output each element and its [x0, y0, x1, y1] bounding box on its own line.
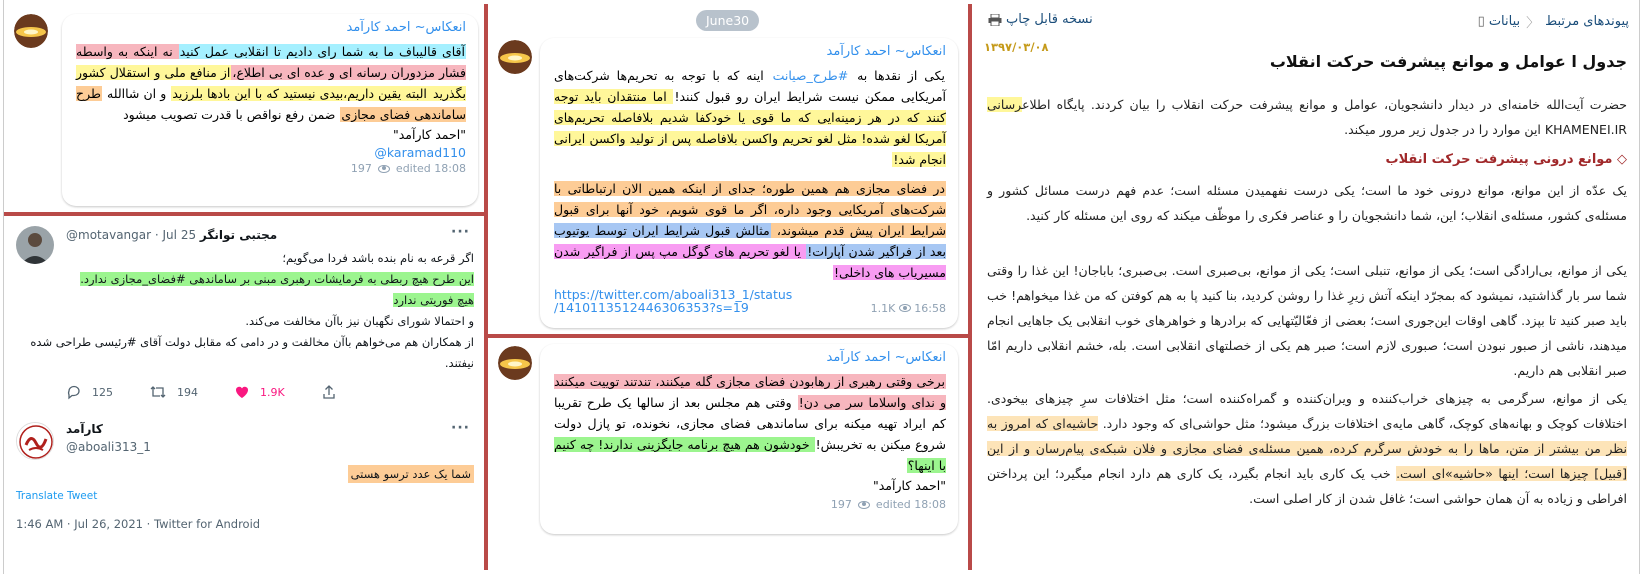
paragraph-3-text: یکی از موانع، سرگرمی به چیزهای خراب‌کننده و ویران‌کننده و گمراه‌کننده است؛ مثل اختلافات سرِ چیزهای بیخودی. اختلافات کوچک و بهانه‌های کوچک، گاهی مایه‌ی اختلافات بزرگ میشود؛ مثل حواشی‌ای که وجود دارد.: [987, 391, 1627, 431]
message-segment: طرح ساماندهی فضای مجازی: [76, 86, 466, 122]
article-intro: [987, 92, 1627, 142]
retweet-count: 194: [177, 385, 198, 399]
retweet-button[interactable]: [149, 384, 198, 400]
article-date: ۱۳۹۷/۰۳/۰۸: [984, 40, 1049, 54]
message-signature: "احمد کارآمد": [393, 127, 466, 142]
tweet-line: و احتمالا شورای نگهبان نیز باآن مخالفت می‌کند.: [245, 314, 474, 328]
sender-avatar[interactable]: [498, 40, 532, 74]
message-segment: ضمن رفع نواقص با قدرت تصویب میشود: [123, 107, 340, 122]
tweet-handle[interactable]: @aboali313_1: [66, 440, 151, 454]
message-segment: یا لغو تحریم های گوگل مپ پس از فراگیر شدن مسیریاب های داخلی!: [554, 244, 946, 280]
telegram-message-3[interactable]: [540, 344, 958, 534]
reply-icon: [66, 384, 82, 400]
printer-icon: [988, 14, 1002, 26]
view-count: 197: [350, 162, 372, 175]
telegram-message-2[interactable]: [540, 38, 958, 328]
tweet-author-avatar[interactable]: [16, 422, 54, 460]
tweet-line: از همکاران هم می‌خواهم باآن مخالفت و در دامی که مقابل دولت آقای #رئیسی طراحی شده نیفتند.: [30, 335, 474, 370]
article-column: [972, 4, 1639, 570]
retweet-icon: [149, 384, 167, 400]
article-nav: [1478, 12, 1629, 31]
twitter-status-link[interactable]: https://twitter.com/aboali313_1/status: [554, 287, 793, 302]
message-segment: خودشون هم هیچ برنامه جایگزینی ندارند! چه کنیم با اینها؟: [554, 437, 946, 473]
tweet-date[interactable]: · Jul 25: [154, 228, 197, 242]
share-icon: [321, 384, 337, 400]
sender-name[interactable]: انعکاس~ احمد کارآمد: [826, 350, 946, 365]
message-segment: و ان شاالله: [102, 86, 171, 101]
message-segment: از منافع ملی و استقلال کشور بگذرید: [76, 65, 466, 101]
like-count: 1.9K: [260, 385, 285, 399]
intro-text: حضرت آیت‌الله خامنه‌ای در دیدار دانشجویان، عوامل و موانع پیشرفت حرکت انقلاب را بیان کردند. پایگاه اطلاع: [1022, 97, 1627, 112]
chevron-left-icon: 〈: [1526, 16, 1540, 31]
sender-avatar[interactable]: [498, 346, 532, 380]
tweet-author-name[interactable]: کارآمد: [66, 422, 103, 436]
message-meta: [76, 162, 466, 175]
eye-icon: [899, 304, 911, 312]
message-link[interactable]: [554, 287, 946, 315]
edited-time: edited 18:08: [875, 498, 946, 511]
middle-bottom-section: [488, 338, 968, 570]
message-segment: اینه که با توجه به تحریم‌ها شرکت‌های آمریکایی ممکن نیست شرایط ایران رو قبول کنند!: [554, 68, 946, 104]
date-badge: June30: [696, 10, 759, 31]
article-paragraph-2: یکی از موانع، بی‌ارادگی است؛ یکی از موانع، تنبلی است؛ یکی از موانع، بی‌صبری است. بی‌صبری؛ باباجان! این غذا را وقتی شما سر بار گذاشتید، نمیشود که بمجرّد اینکه آتش زیرِ غذا را روشن کردید، بنا کنید پا به هم کوفتن که من غذا میخواهم! خب باید صبر کنید تا بپزد. گاهی اوقات این‌جوری است؛ بعضی از فعّالیّتهایی که برادرها و خواهرهای خوب انقلابی یک جاهایی انجام میدهند، ناشی از صبور نبودن است؛ صبوری لازم است؛ صبر هم یکی از خصلتهای انقلابی است. بله، خشم انقلابی داریم امّا صبر انقلابی هم داریم.: [987, 263, 1627, 378]
message-segment: مثالش قبول شرایط ایران توسط یوتیوب بعد از فراگیر شدن آپارات!: [554, 223, 946, 259]
calligraphy-logo-icon: [17, 423, 54, 460]
message-signature: "احمد کارآمد": [873, 478, 946, 493]
message-text: [76, 41, 466, 125]
message-text: [554, 65, 946, 170]
more-options-icon[interactable]: ···: [451, 224, 470, 240]
article-paragraph-3: [987, 386, 1627, 511]
message-segment: آقای قالیباف ما به شما رای دادیم تا انقلابی عمل کنید: [179, 44, 465, 59]
paragraph-3-highlight: حاشیه‌ای که امروز به نظر من بیشتر از متن، ماها را به خودش سرگرم کرده، همین مسئله‌ی فضای مجازی و فلان شبکه‌ی پیام‌رسان و از این [قبیل] چیزها است؛ اینها «حاشیه»‌ای است.: [987, 416, 1627, 481]
message-segment: اما منتقدان باید توجه کنند که در هر زمینه‌ایی که ما قوی یا خودکفا شدیم بلافاصله تحریم‌های آمریکا لغو شده! مثل لغو تحریم واکسن بلافاصله پس از تولید واکسن ایرانی انجام شد!: [554, 89, 946, 167]
tweet-line-row: [18, 311, 474, 332]
message-text: [554, 371, 946, 476]
frame-border-right: [1639, 0, 1643, 574]
sender-name[interactable]: انعکاس~ احمد کارآمد: [346, 20, 466, 35]
article-paragraph-1: یک عدّه از این موانع، موانع درونی خود ما است؛ یکی درست نفهمیدن مسئله است؛ عدم فهم درست مسائل کشور و مسئله‌ی کشور، مسئله‌ی انقلاب؛ این، شما دانشجویان را و عناصر فکری را موظّف میکند که روی این مسئله کار کنید.: [987, 183, 1627, 223]
tweet-line: هیچ فوریتی ندارد: [393, 293, 474, 307]
article-title: جدول ا عوامل و موانع پیشرفت حرکت انقلاب: [1269, 52, 1627, 71]
edited-time: edited 18:08: [395, 162, 466, 175]
tweet-actions: [66, 384, 373, 400]
print-version-link[interactable]: نسخه قابل چاپ: [1006, 12, 1093, 27]
message-time: 16:58: [914, 302, 946, 315]
tweet-author-name[interactable]: مجتبی توانگر: [199, 228, 278, 242]
sender-avatar[interactable]: [14, 14, 48, 48]
translate-tweet-link[interactable]: Translate Tweet: [16, 490, 98, 502]
tweet-line-row: [18, 269, 474, 290]
message-segment[interactable]: #طرح_صیانت: [772, 68, 849, 83]
like-button[interactable]: [234, 384, 285, 400]
message-meta: [554, 498, 946, 511]
view-count: 1.1K: [870, 302, 896, 315]
related-links[interactable]: پیوندهای مرتبط: [1545, 14, 1629, 29]
sunrise-avatar-icon: [498, 346, 532, 380]
tweet-line-row: [18, 290, 474, 311]
message-segment: یکی از نقدها به: [850, 68, 945, 83]
tweet-header: [66, 228, 281, 242]
eye-icon: [858, 501, 870, 509]
tweet-text-highlight: شما یک عدد ترسو هستی: [348, 465, 474, 483]
tweet-text: [18, 248, 474, 374]
tweet-line-row: [18, 332, 474, 374]
intro-highlight: رسانی: [987, 97, 1023, 112]
print-nav[interactable]: [988, 12, 1093, 27]
intro-text-end: KHAMENEI.IR این موارد را در جدول زیر مرور میکند.: [1344, 122, 1627, 137]
sunrise-avatar-icon: [498, 40, 532, 74]
eye-icon: [378, 165, 390, 173]
channel-handle-link[interactable]: karamad110@: [374, 145, 466, 160]
message-text-paragraph-2: [554, 178, 946, 283]
reply-button[interactable]: [66, 384, 113, 400]
tweet-header: [66, 422, 103, 436]
tweet-handle[interactable]: @motavangar: [66, 228, 152, 242]
tweet-footer[interactable]: 1:46 AM · Jul 26, 2021 · Twitter for Android: [16, 517, 261, 531]
tweet-line: اگر قرعه به نام بنده باشد فردا می‌گویم؛: [282, 251, 474, 265]
frame-border-left: [0, 0, 4, 574]
tweet-line-row: [18, 248, 474, 269]
article-subheading: ◇ موانع درونی پیشرفت حرکت انقلاب: [1385, 152, 1627, 167]
statements-link[interactable]: بیانات: [1488, 14, 1521, 29]
paragraph-3-text-end: خب یک کاری باید انجام بگیرد، یک کاری هم دارد انجام میگیرد؛ این پرداختن افراطی و زیاده به آن همان حواشی است؛ غافل شدن از کار اصلی است.: [987, 466, 1627, 506]
heart-icon: [234, 384, 250, 400]
more-options-icon[interactable]: ···: [451, 420, 470, 436]
twitter-status-link-cont[interactable]: /1410113512446306353?s=19: [554, 300, 749, 315]
telegram-message-1[interactable]: [62, 14, 478, 206]
reply-count: 125: [92, 385, 113, 399]
message-segment: وقتی هم مجلس بعد از سالها یک طرح تقریبا کم ایراد تهیه میکنه برای ساماندهی فضای مجازی، نخونده، تو پازل دولت شروع میکنن به تخریبش!: [554, 395, 946, 452]
message-segment: در فضای مجازی هم همین طوره؛ جدای از اینکه همین الان ارتباطاتی با شرکت‌های آمریکایی وجود داره، اگر ما قوی شویم، خود آنها برای قبول شرایط ایران پیش قدم میشوند،: [554, 181, 946, 238]
tweet-1[interactable]: [4, 216, 484, 414]
tweet-line: این طرح هیچ ربطی به فرمایشات رهبری مبنی بر ساماندهی #فضای_مجازی ندارد.: [80, 272, 474, 286]
message-meta: [871, 302, 946, 315]
statements-menu-icon: ▯: [1477, 14, 1485, 29]
message-segment: نه اینکه به واسطه فشار مزدوران رسانه ای و عده ای بی اطلاع،: [76, 44, 466, 80]
sunrise-avatar-icon: [14, 14, 48, 48]
message-segment: برخی وقتی رهبری از رهابودن فضای مجازی گله میکنند، تندتند توییت میکنند و ندای واسلاما سر می دن!: [554, 374, 946, 410]
view-count: 197: [830, 498, 852, 511]
message-segment: البته یقین داریم،بیدی نیستید که با این بادها بلرزید: [172, 86, 431, 101]
tweet-text: [18, 464, 474, 485]
share-button[interactable]: [321, 384, 337, 400]
sender-name[interactable]: انعکاس~ احمد کارآمد: [826, 44, 946, 59]
tweet-2[interactable]: [4, 414, 484, 570]
